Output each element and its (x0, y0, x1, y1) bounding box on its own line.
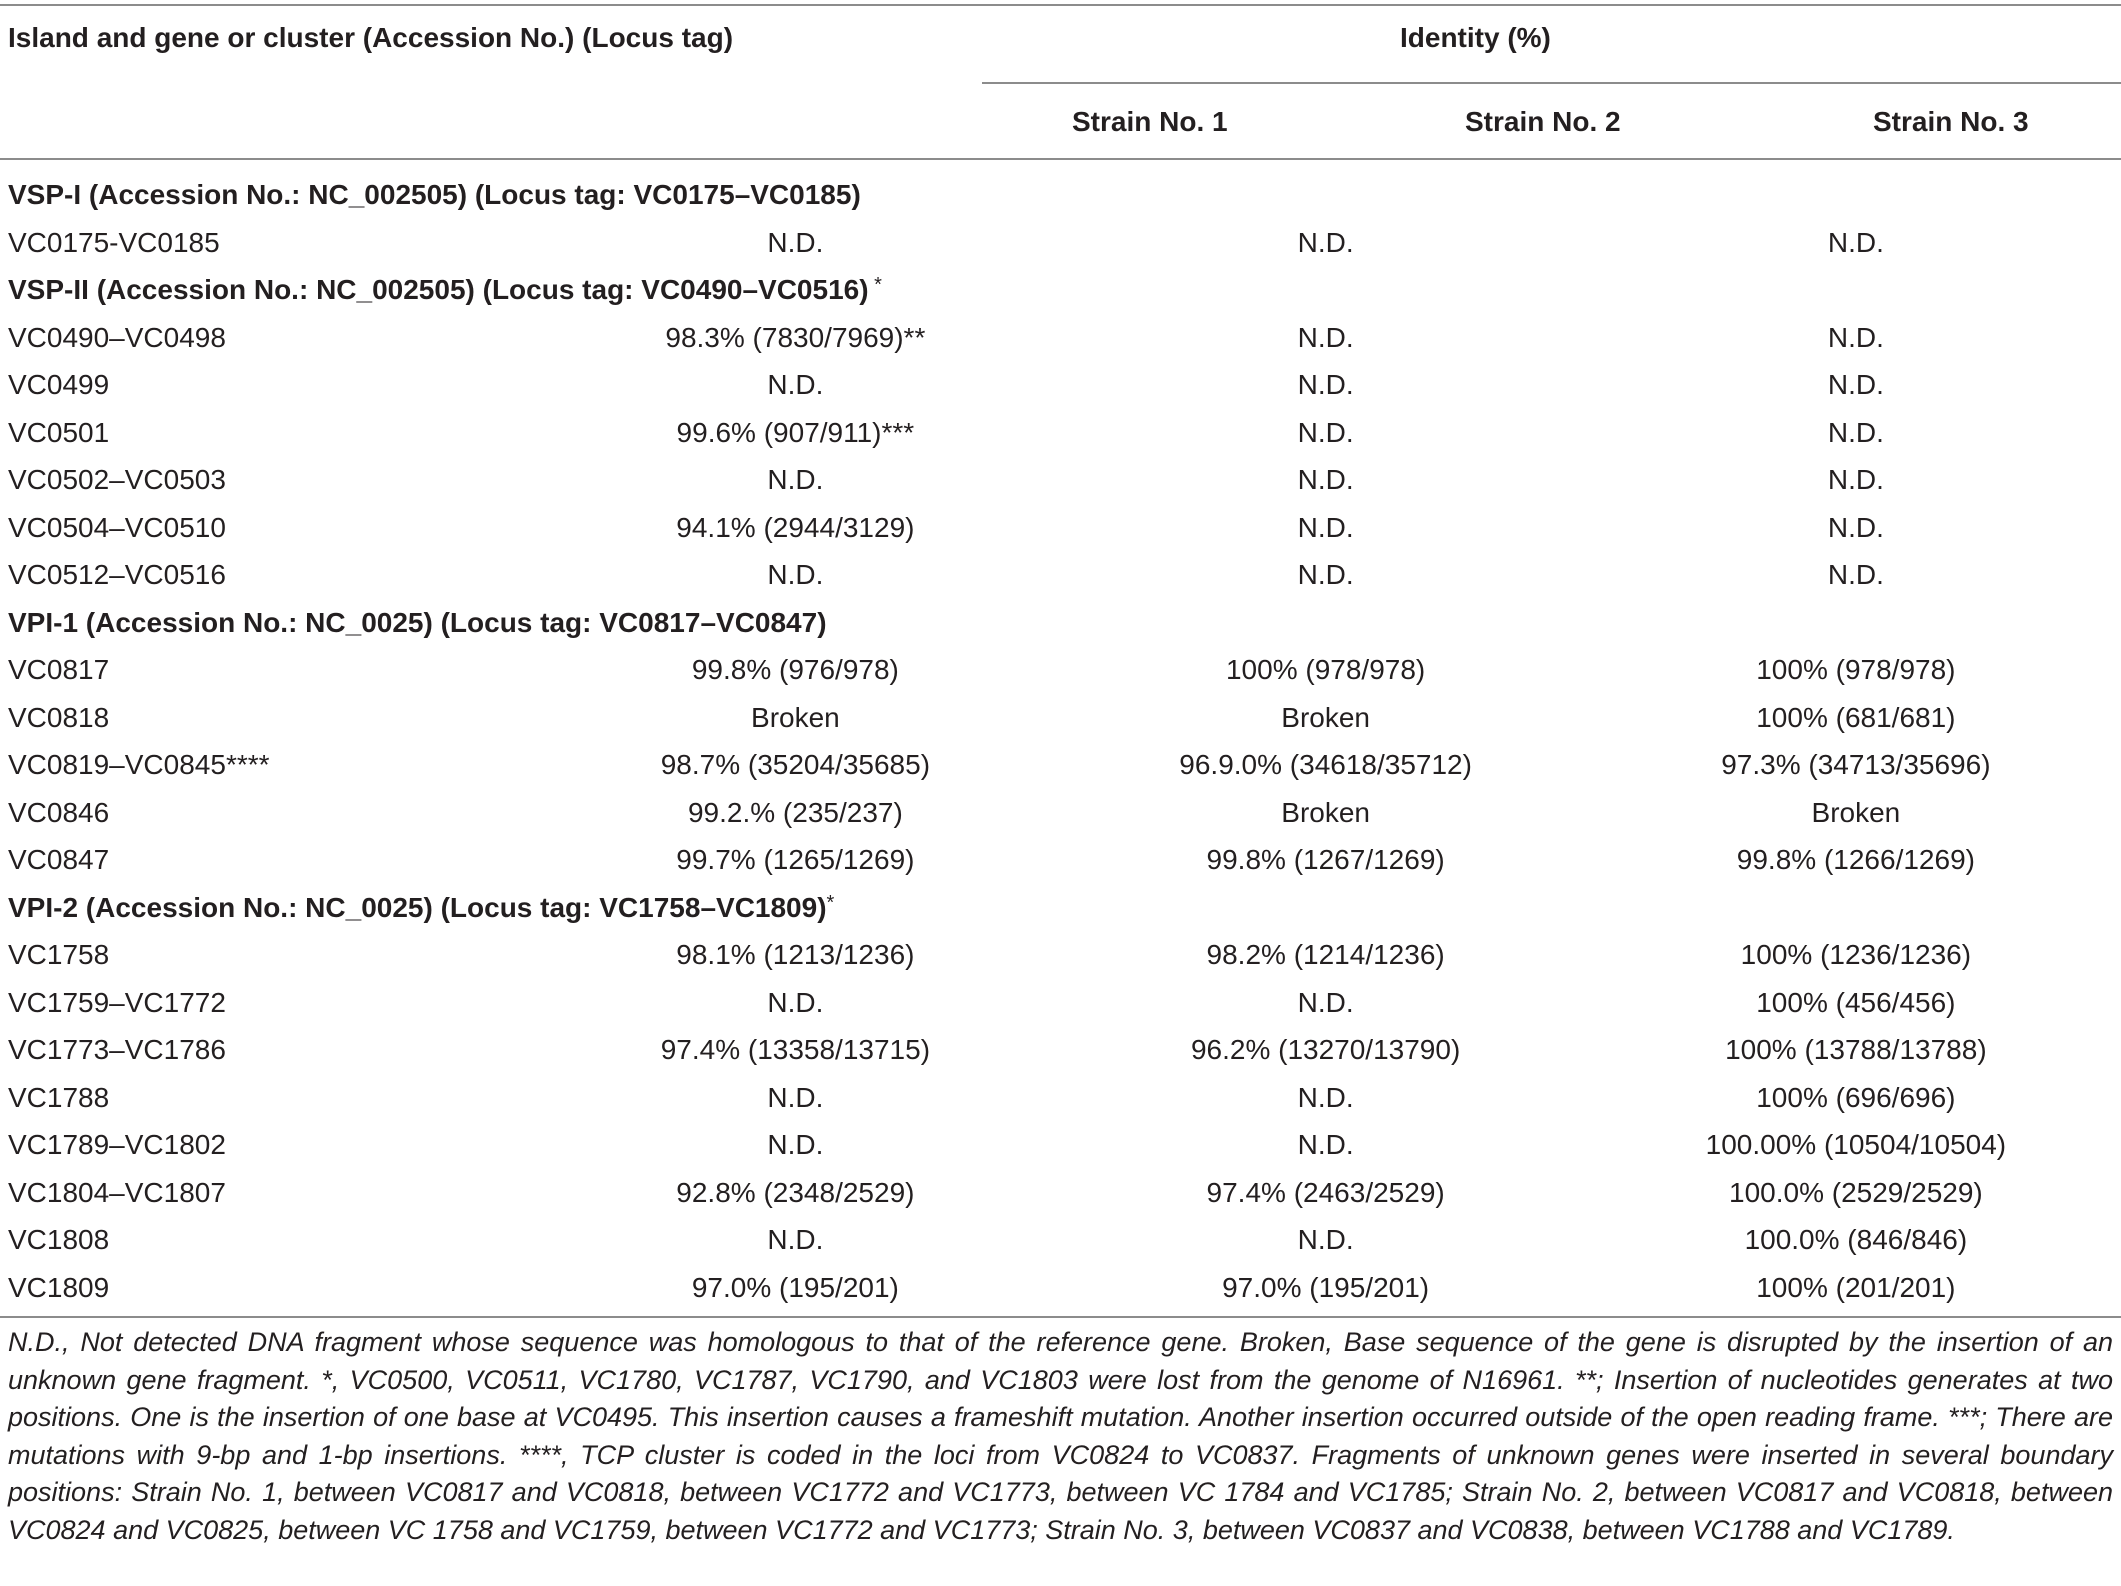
table-row (0, 1216, 2121, 1264)
strain-2-cell: Broken (1281, 701, 1370, 733)
strain-2-cell: N.D. (1297, 1081, 1354, 1113)
strain-1-cell: N.D. (767, 369, 824, 400)
gene-label: VC0501 (8, 416, 110, 448)
gene-label: VC1759–VC1772 (8, 986, 226, 1018)
column-header-strain-1: Strain No. 1 (1072, 106, 1228, 137)
strain-3-cell: 100% (696/696) (1756, 1081, 1956, 1113)
strain-3-cell: 100% (978/978) (1756, 654, 1956, 685)
table-row (0, 456, 2121, 504)
strain-3-cell: N.D. (1827, 559, 1884, 590)
table-row (0, 219, 2121, 267)
table-bottom-rule (0, 1316, 2121, 1318)
strain-3-cell: 100% (681/681) (1756, 701, 1956, 733)
table-row (0, 361, 2121, 409)
strain-3-cell: N.D. (1827, 464, 1884, 495)
table-row (0, 1121, 2121, 1169)
strain-2-cell: N.D. (1297, 416, 1354, 448)
header-bottom-rule (0, 158, 2121, 160)
gene-label: VC1789–VC1802 (8, 1129, 226, 1160)
gene-label: VC0502–VC0503 (8, 464, 226, 495)
table-row (0, 789, 2121, 837)
strain-1-cell: N.D. (767, 464, 824, 495)
gene-label: VC0818 (8, 701, 110, 733)
section-label (0, 266, 2121, 314)
strain-3-cell: N.D. (1827, 369, 1884, 400)
strain-3-cell: 100.0% (846/846) (1744, 1224, 1968, 1255)
strain-3-cell: 97.3% (34713/35696) (1721, 749, 1991, 780)
strain-1-cell: 99.7% (1265/1269) (676, 844, 915, 875)
strain-3-cell: 100% (201/201) (1756, 1271, 1956, 1303)
strain-2-cell: N.D. (1297, 369, 1354, 400)
strain-2-cell: 98.2% (1214/1236) (1206, 939, 1445, 970)
strain-2-cell: Broken (1281, 796, 1370, 828)
strain-2-cell: N.D. (1297, 1224, 1354, 1255)
column-header-island: Island and gene or cluster (Accession No.) (Locus tag) (8, 22, 734, 53)
gene-label: VC0846 (8, 796, 110, 828)
strain-1-cell: N.D. (767, 986, 824, 1018)
strain-3-cell: 100.00% (10504/10504) (1705, 1129, 2007, 1160)
strain-1-cell: N.D. (767, 226, 824, 258)
table-row (0, 1074, 2121, 1122)
strain-1-cell: 97.0% (195/201) (691, 1271, 899, 1303)
table-row (0, 1264, 2121, 1312)
strain-2-cell: N.D. (1297, 986, 1354, 1018)
gene-label: VC0512–VC0516 (8, 559, 226, 590)
strain-1-cell: 98.1% (1213/1236) (676, 939, 915, 970)
strain-2-cell: N.D. (1297, 1129, 1354, 1160)
section-row (0, 884, 2121, 932)
section-row (0, 171, 2121, 219)
strain-1-cell: Broken (751, 701, 840, 733)
strain-1-cell: 97.4% (13358/13715) (660, 1034, 931, 1065)
strain-2-cell: 96.2% (13270/13790) (1190, 1034, 1461, 1065)
footnote-mark: * (868, 274, 882, 296)
table-row (0, 741, 2121, 789)
table-row (0, 836, 2121, 884)
strain-3-cell: N.D. (1827, 416, 1884, 448)
gene-label: VC1808 (8, 1224, 110, 1255)
section-label (0, 599, 2121, 647)
gene-label: VC1773–VC1786 (8, 1034, 226, 1065)
gene-label: VC1809 (8, 1271, 110, 1303)
gene-label: VC1788 (8, 1081, 110, 1113)
column-header-strain-2: Strain No. 2 (1465, 106, 1621, 137)
strain-1-cell: N.D. (767, 1129, 824, 1160)
strain-3-cell: N.D. (1827, 321, 1884, 353)
gene-label: VC0499 (8, 369, 110, 400)
table-row (0, 694, 2121, 742)
strain-3-cell: 100.0% (2529/2529) (1729, 1176, 1983, 1208)
strain-3-cell: Broken (1811, 796, 1901, 828)
footnote-mark: * (826, 891, 835, 914)
table-footnote: N.D., Not detected DNA fragment whose sequence was homologous to that of the reference gene. Broken, Base sequence of the gene is disrupted by the insertion of an unknown gene fragment. *, VC0500, VC0511, VC1780, VC1787, VC1790, and VC1803 were lost from the genome of N16961. **; Insertion of nucleotides generates at two positions. One is the insertion of one base at VC0495. This insertion causes a frameshift mutation. Another insertion occurred outside of the open reading frame. ***; There are mutations with 9-bp and 1-bp insertions. ****, TCP cluster is coded in the loci from VC0824 to VC0837. Fragments of unknown genes were inserted in several boundary positions: Strain No. 1, between VC0817 and VC0818, between VC1772 and VC1773, between VC 1784 and VC1785; Strain No. 2, between VC0817 and VC0818, between VC0824 and VC0825, between VC 1758 and VC1759, between VC1772 and VC1773; Strain No. 3, between VC0837 and VC0838, between VC1788 and VC1789. (8, 1327, 2113, 1545)
strain-1-cell: 92.8% (2348/2529) (676, 1176, 915, 1208)
table-top-rule (0, 4, 2121, 6)
gene-label: VC0504–VC0510 (8, 511, 226, 543)
table-row (0, 314, 2121, 362)
strain-3-cell: N.D. (1827, 226, 1884, 258)
table-row (0, 979, 2121, 1027)
gene-label: VC0847 (8, 844, 110, 875)
section-label (0, 171, 2121, 219)
strain-3-cell: 100% (1236/1236) (1740, 939, 1972, 970)
strain-2-cell: N.D. (1297, 321, 1354, 353)
strain-2-cell: N.D. (1297, 464, 1354, 495)
column-header-strain-3: Strain No. 3 (1873, 106, 2029, 137)
table-row (0, 646, 2121, 694)
strain-3-cell: 100% (13788/13788) (1725, 1034, 1987, 1065)
strain-2-cell: N.D. (1297, 226, 1354, 258)
section-title: VSP-I (Accession No.: NC_002505) (Locus tag: VC0175–VC0185) (8, 179, 861, 210)
strain-1-cell: N.D. (767, 559, 824, 590)
section-title: VPI-2 (Accession No.: NC_0025) (Locus tag: VC1758–VC1809) (8, 891, 827, 923)
table-row (0, 504, 2121, 552)
strain-2-cell: 99.8% (1267/1269) (1206, 844, 1445, 875)
gene-label: VC1758 (8, 939, 110, 970)
gene-label: VC0490–VC0498 (8, 321, 226, 353)
table-row (0, 551, 2121, 599)
strain-2-cell: 100% (978/978) (1225, 654, 1426, 685)
section-title: VPI-1 (Accession No.: NC_0025) (Locus tag: VC0817–VC0847) (8, 606, 827, 638)
table-row (0, 1026, 2121, 1074)
strain-2-cell: N.D. (1297, 559, 1354, 590)
identity-group-rule (982, 82, 2121, 84)
section-row (0, 266, 2121, 314)
section-title: VSP-II (Accession No.: NC_002505) (Locus tag: VC0490–VC0516) (8, 274, 869, 305)
strain-3-cell: 100% (456/456) (1756, 986, 1956, 1018)
strain-1-cell: 99.6% (907/911)*** (676, 416, 915, 448)
section-label (0, 884, 2121, 932)
identity-table (0, 171, 2121, 1311)
strain-1-cell: 98.3% (7830/7969)** (665, 321, 926, 353)
strain-3-cell: N.D. (1827, 511, 1884, 543)
gene-label: VC0817 (8, 654, 110, 685)
gene-label: VC0175-VC0185 (8, 226, 220, 258)
strain-3-cell: 99.8% (1266/1269) (1736, 844, 1975, 875)
section-row (0, 599, 2121, 647)
strain-2-cell: N.D. (1297, 511, 1354, 543)
strain-2-cell: 97.4% (2463/2529) (1206, 1176, 1445, 1208)
column-header-identity: Identity (%) (1400, 22, 1551, 53)
strain-1-cell: 99.2.% (235/237) (687, 796, 903, 828)
table-row (0, 409, 2121, 457)
strain-2-cell: 96.9.0% (34618/35712) (1179, 749, 1472, 780)
strain-1-cell: 98.7% (35204/35685) (660, 749, 931, 780)
strain-2-cell: 97.0% (195/201) (1222, 1271, 1430, 1303)
strain-1-cell: N.D. (767, 1224, 824, 1255)
table-row (0, 1169, 2121, 1217)
strain-1-cell: N.D. (767, 1081, 824, 1113)
strain-1-cell: 99.8% (976/978) (691, 654, 899, 685)
table-row (0, 931, 2121, 979)
strain-1-cell: 94.1% (2944/3129) (676, 511, 915, 543)
gene-label: VC0819–VC0845**** (8, 749, 270, 780)
gene-label: VC1804–VC1807 (8, 1176, 226, 1208)
